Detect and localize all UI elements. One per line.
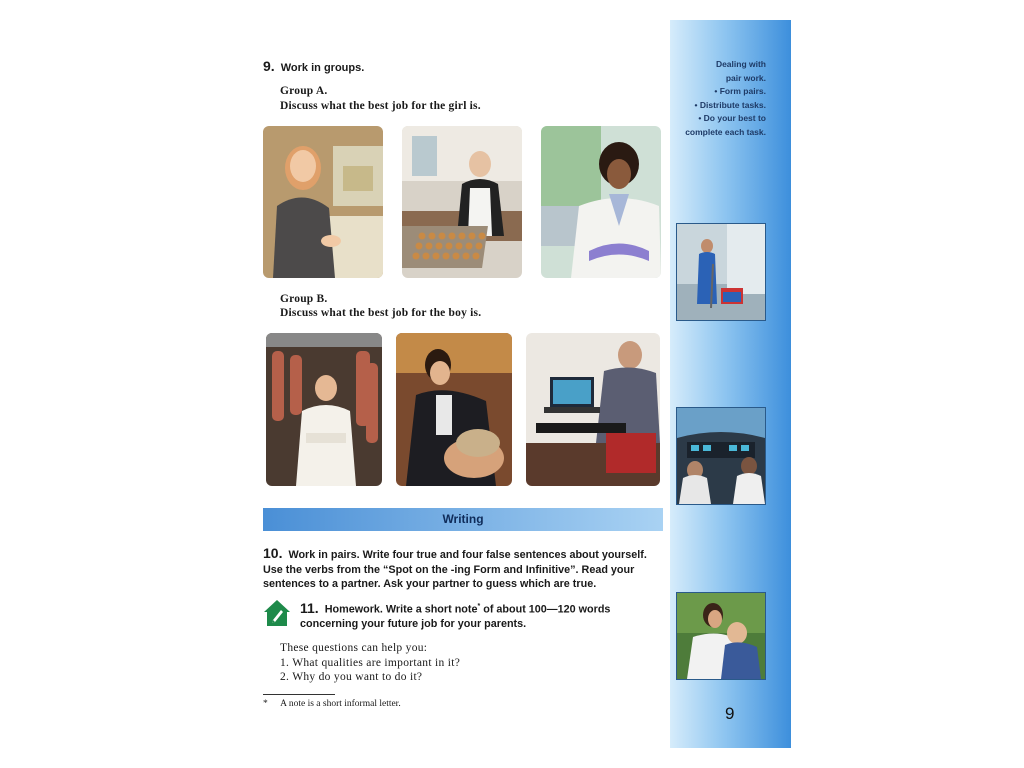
question-item-1: 1. What qualities are important in it? [280,657,461,669]
sidebar-line-3: • Form pairs. [714,86,766,97]
homework-house-icon [262,598,292,628]
group-a-text: Discuss what the best job for the girl is. [280,100,481,112]
sidebar-photo-cleaner [676,223,766,321]
writing-section-header: Writing [263,508,663,531]
group-a-title: Group A. [280,85,328,97]
exercise-11 [300,600,665,632]
exercise-10 [263,546,665,592]
page-number: 9 [725,704,735,723]
footnote-divider [263,694,335,695]
question-item-2: 2. Why do you want to do it? [280,671,423,683]
sidebar-line-6: complete each task. [685,126,766,137]
sidebar-tip [656,58,766,140]
sidebar-line-5: • Do your best to [698,113,766,124]
questions-intro: These questions can help you: [280,642,428,654]
photo-woman-baker [402,126,522,278]
exercise-10-number: 10. [263,545,283,561]
sidebar-line-2: pair work. [725,72,766,83]
sidebar-line-1: Dealing with [715,59,766,69]
exercise-9-number: 9. [263,58,275,74]
group-b-text: Discuss what the best job for the boy is. [280,307,482,319]
exercise-11-number: 11. [300,599,319,616]
sidebar-photo-mother-child [676,592,766,680]
exercise-9-title: Work in groups. [280,62,365,74]
exercise-11-text-after: of about 100—120 words concerning your future job for your parents. [300,603,611,631]
exercise-10-text: Work in pairs. Write four true and four false sentences about yourself. Use the verbs from the “Spot on the -ing Form and Infinitive”. Read your sentences to a partner. Ask your partner to guess which are true. [263,549,647,590]
exercise-9-heading [263,58,364,74]
footnote-mark: * [263,699,268,709]
footnote [263,699,401,709]
sidebar-photo-pilots [676,407,766,505]
photo-computer-user [526,333,660,486]
exercise-11-footnote-mark: * [477,603,481,610]
photo-woman-at-desk [263,126,383,278]
footnote-text: A note is a short informal letter. [280,699,401,709]
sidebar-line-4: • Distribute tasks. [694,99,766,110]
photo-woman-scientist [541,126,661,278]
exercise-11-text-before: Homework. Write a short note [324,603,478,616]
photo-hairdresser [396,333,512,486]
photo-butcher [266,333,382,486]
group-b-title: Group B. [280,293,328,305]
